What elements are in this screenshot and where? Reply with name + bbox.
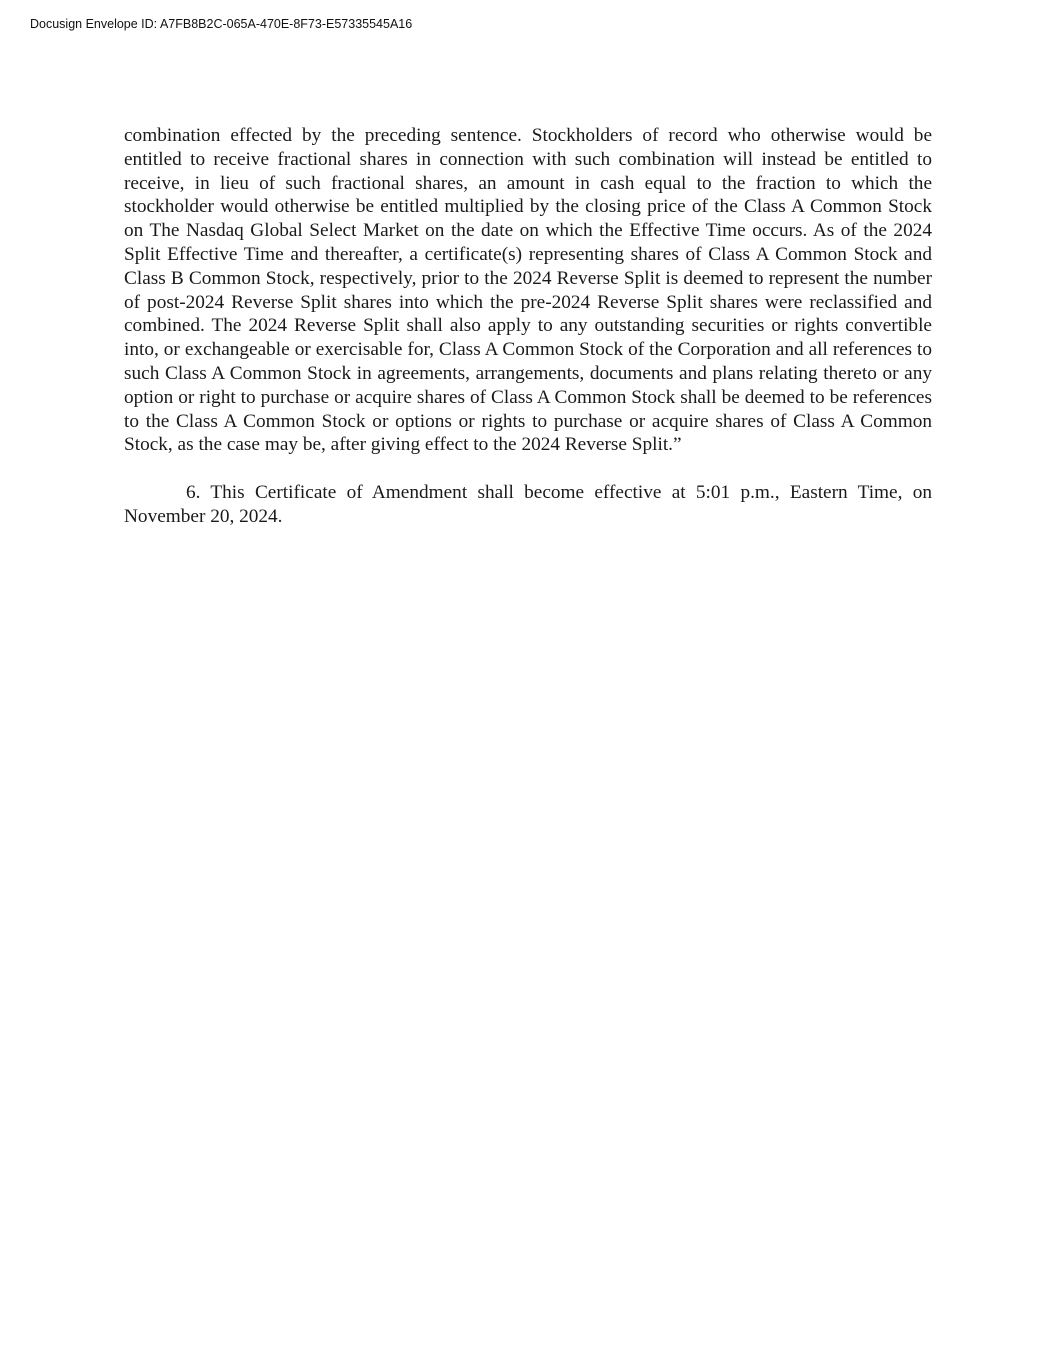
- paragraph-effective-date: 6. This Certificate of Amendment shall become effective at 5:01 p.m., Eastern Time, on November 20, 2024.: [124, 482, 932, 527]
- paragraph-reverse-split-continuation: combination effected by the preceding sentence. Stockholders of record who otherwise would be entitled to receive fractional shares in connection with such combination will instead be entitled to receive, in lieu of such fractional shares, an amount in cash equal to the fraction to which the stockholder would otherwise be entitled multiplied by the closing price of the Class A Common Stock on The Nasdaq Global Select Market on the date on which the Effective Time occurs. As of the 2024 Split Effective Time and thereafter, a certificate(s) representing shares of Class A Common Stock and Class B Common Stock, respectively, prior to the 2024 Reverse Split is deemed to represent the number of post-2024 Reverse Split shares into which the pre-2024 Reverse Split shares were reclassified and combined. The 2024 Reverse Split shall also apply to any outstanding securities or rights convertible into, or exchangeable or exercisable for, Class A Common Stock of the Corporation and all references to such Class A Common Stock in agreements, arrangements, documents and plans relating thereto or any option or right to purchase or acquire shares of Class A Common Stock shall be deemed to be references to the Class A Common Stock or options or rights to purchase or acquire shares of Class A Common Stock, as the case may be, after giving effect to the 2024 Reverse Split.”: [124, 125, 932, 456]
- docusign-envelope-id: Docusign Envelope ID: A7FB8B2C-065A-470E-8F73-E57335545A16: [30, 17, 413, 31]
- document-body: [124, 124, 932, 529]
